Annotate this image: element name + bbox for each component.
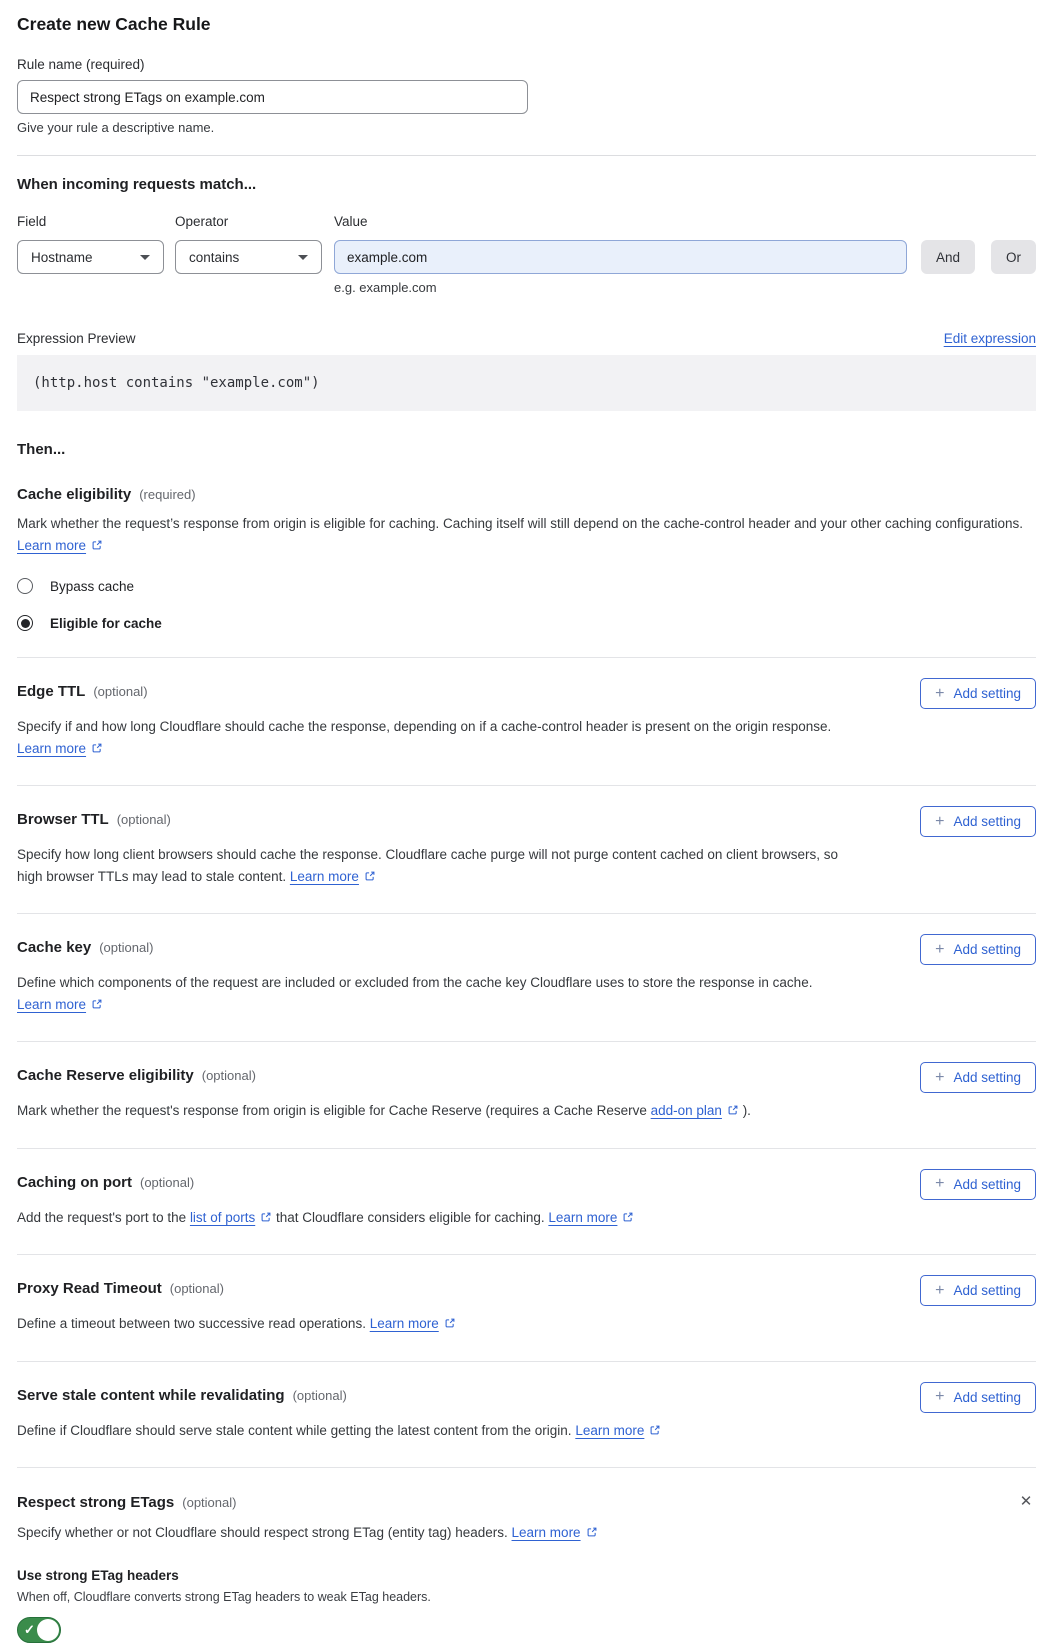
- section-title: Serve stale content while revalidating: [17, 1386, 285, 1404]
- add-setting-button-cache-reserve[interactable]: + Add setting: [920, 1062, 1036, 1093]
- add-setting-button-edge-ttl[interactable]: + Add setting: [920, 678, 1036, 709]
- operator-label: Operator: [175, 214, 229, 229]
- section-caching-on-port: [17, 1149, 1036, 1256]
- match-heading: When incoming requests match...: [17, 176, 257, 193]
- field-select[interactable]: [17, 240, 164, 274]
- chevron-down-icon: [298, 255, 308, 260]
- list-of-ports-link[interactable]: list of ports: [190, 1210, 272, 1225]
- plus-icon: [935, 1176, 944, 1192]
- optional-label: (optional): [93, 684, 148, 699]
- radio-bypass-cache[interactable]: Bypass cache: [17, 578, 134, 594]
- external-link-icon: [91, 539, 103, 551]
- strong-etag-headers-description: When off, Cloudflare converts strong ETag headers to weak ETag headers.: [17, 1589, 431, 1604]
- section-description: Define a timeout between two successive read operations. Learn more: [17, 1313, 845, 1335]
- external-link-icon: [586, 1526, 598, 1538]
- add-on-plan-link[interactable]: add-on plan: [651, 1103, 739, 1118]
- add-setting-button-caching-on-port[interactable]: + Add setting: [920, 1169, 1036, 1200]
- add-setting-button-browser-ttl[interactable]: + Add setting: [920, 806, 1036, 837]
- section-description: Specify whether or not Cloudflare should respect strong ETag (entity tag) headers. Learn more: [17, 1522, 1036, 1544]
- section-browser-ttl: [17, 786, 1036, 914]
- operator-select-value: contains: [189, 249, 240, 265]
- divider: [17, 155, 1036, 156]
- field-label: Field: [17, 214, 47, 229]
- plus-icon: [935, 814, 944, 830]
- learn-more-link[interactable]: Learn more: [290, 869, 376, 884]
- add-setting-button-serve-stale[interactable]: + Add setting: [920, 1382, 1036, 1413]
- section-title: Caching on port: [17, 1173, 132, 1191]
- check-icon: [24, 1618, 35, 1642]
- section-title: Edge TTL: [17, 683, 86, 700]
- toggle-knob: [37, 1619, 59, 1641]
- operator-select[interactable]: [175, 240, 322, 274]
- external-link-icon: [622, 1211, 634, 1223]
- learn-more-link[interactable]: Learn more: [370, 1316, 456, 1331]
- cache-eligibility-description: [17, 513, 1036, 556]
- learn-more-link[interactable]: Learn more: [548, 1210, 634, 1225]
- rule-name-help: Give your rule a descriptive name.: [17, 120, 215, 135]
- plus-icon: [935, 1389, 944, 1405]
- section-title: Cache Reserve eligibility: [17, 1067, 194, 1084]
- optional-label: (optional): [169, 1281, 224, 1296]
- close-icon[interactable]: [1016, 1492, 1036, 1512]
- plus-icon: [935, 1283, 944, 1299]
- then-heading: Then...: [17, 441, 66, 458]
- external-link-icon: [260, 1211, 272, 1223]
- optional-label: (optional): [116, 812, 171, 827]
- section-title: Cache key: [17, 939, 92, 956]
- add-setting-button-proxy-read-timeout[interactable]: + Add setting: [920, 1275, 1036, 1306]
- section-description: Specify how long client browsers should cache the response. Cloudflare cache purge will not purge content cached on client browsers, so high browser TTLs may lead to stale content. Learn more: [17, 847, 838, 884]
- section-title: Proxy Read Timeout: [17, 1280, 162, 1297]
- section-description: Define which components of the request are included or excluded from the cache key Cloudflare uses to store the response in cache. Learn more: [17, 975, 813, 1012]
- external-link-icon: [364, 870, 376, 882]
- expression-code: (http.host contains "example.com"): [17, 355, 1036, 411]
- cache-eligibility-heading: [17, 486, 1036, 503]
- optional-label: (optional): [140, 1174, 195, 1190]
- radio-eligible-for-cache[interactable]: Eligible for cache: [17, 615, 162, 631]
- section-description: Define if Cloudflare should serve stale content while getting the latest content from the origin. Learn more: [17, 1420, 845, 1442]
- section-description: Mark whether the request's response from origin is eligible for Cache Reserve (requires a Cache Reserve add-on plan ).: [17, 1103, 751, 1118]
- or-button[interactable]: Or: [991, 240, 1036, 274]
- and-button[interactable]: And: [921, 240, 975, 274]
- optional-label: (optional): [292, 1387, 347, 1403]
- match-row: [17, 214, 1036, 295]
- strong-etag-headers-title: Use strong ETag headers: [17, 1567, 179, 1583]
- external-link-icon: [727, 1104, 739, 1116]
- description-text: Mark whether the request’s response from origin is eligible for caching. Caching itself will still depend on the cache-control header and your other caching configurations.: [17, 516, 1024, 531]
- section-serve-stale: [17, 1362, 1036, 1469]
- add-setting-button-cache-key[interactable]: + Add setting: [920, 934, 1036, 965]
- expression-preview-row: [17, 331, 1036, 346]
- learn-more-link[interactable]: Learn more: [17, 538, 103, 553]
- section-description: Add the request's port to the list of ports that Cloudflare considers eligible for caching. Learn more: [17, 1207, 845, 1229]
- optional-label: (optional): [201, 1068, 256, 1083]
- section-proxy-read-timeout: [17, 1255, 1036, 1362]
- plus-icon: [935, 1070, 944, 1086]
- section-description: Specify if and how long Cloudflare should cache the response, depending on if a cache-control header is present on the origin response. Learn more: [17, 719, 832, 756]
- field-select-value: Hostname: [31, 249, 93, 265]
- edit-expression-link[interactable]: Edit expression: [943, 331, 1036, 346]
- section-title: Browser TTL: [17, 811, 109, 828]
- learn-more-link[interactable]: Learn more: [17, 997, 103, 1012]
- learn-more-link[interactable]: Learn more: [512, 1525, 598, 1540]
- value-input[interactable]: [334, 240, 907, 274]
- plus-icon: [935, 686, 944, 702]
- required-label: (required): [139, 487, 196, 502]
- value-label: Value: [334, 214, 368, 229]
- radio-circle-unselected: [17, 578, 33, 594]
- learn-more-link[interactable]: Learn more: [575, 1423, 661, 1438]
- section-title: Respect strong ETags: [17, 1494, 175, 1511]
- external-link-icon: [91, 998, 103, 1010]
- strong-etag-toggle[interactable]: [17, 1617, 61, 1643]
- plus-icon: [935, 942, 944, 958]
- external-link-icon: [444, 1317, 456, 1329]
- rule-name-label: Rule name (required): [17, 57, 145, 72]
- external-link-icon: [91, 742, 103, 754]
- section-cache-key: [17, 914, 1036, 1042]
- section-edge-ttl: [17, 658, 1036, 786]
- cache-eligibility-title: Cache eligibility: [17, 486, 132, 503]
- learn-more-link[interactable]: Learn more: [17, 741, 103, 756]
- optional-label: (optional): [99, 940, 154, 955]
- expression-preview-label: Expression Preview: [17, 331, 136, 346]
- section-respect-strong-etags: [17, 1468, 1036, 1647]
- external-link-icon: [649, 1424, 661, 1436]
- section-cache-reserve-eligibility: [17, 1042, 1036, 1149]
- rule-name-input[interactable]: [17, 80, 528, 114]
- optional-label: (optional): [182, 1495, 237, 1510]
- value-hint: e.g. example.com: [334, 280, 437, 295]
- page-title: Create new Cache Rule: [17, 14, 211, 34]
- chevron-down-icon: [140, 255, 150, 260]
- radio-circle-selected: [17, 615, 33, 631]
